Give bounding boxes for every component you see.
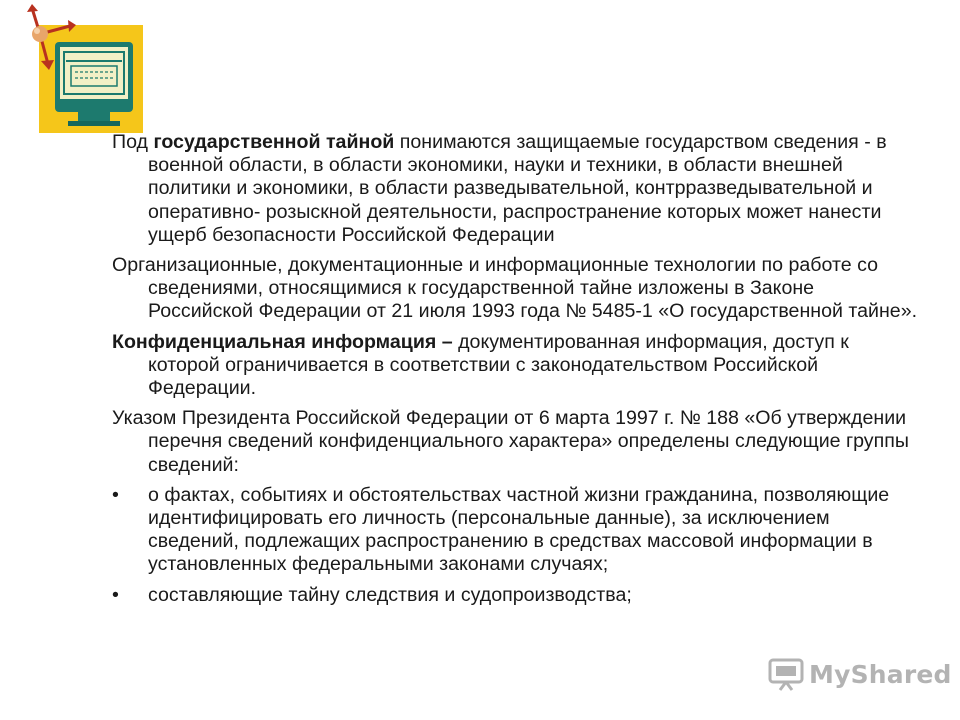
term-confidential-info: Конфиденциальная информация – bbox=[112, 330, 459, 353]
watermark-text: MyShared bbox=[809, 659, 952, 689]
bullet-text: составляющие тайну следствия и судопроизводства; bbox=[148, 583, 632, 606]
bullet-text: о фактах, событиях и обстоятельствах частной жизни гражданина, позволяющие идентифицировать его личность (персональные данные), за исключением сведений, подлежащих распространению в средствах массовой информации в установленных федеральными законами случаях; bbox=[148, 483, 890, 576]
term-state-secret: государственной тайной bbox=[153, 131, 395, 153]
paragraph-state-secret bbox=[112, 131, 918, 247]
list-item bbox=[112, 484, 918, 577]
paragraph-decree: Указом Президента Российской Федерации от 6 марта 1997 г. № 188 «Об утверждении перечня сведений конфиденциального характера» определены следующие группы сведений: bbox=[112, 407, 909, 476]
watermark bbox=[768, 654, 952, 694]
paragraph-definition: документированная информация, доступ к которой ограничивается в соответствии с законодательством Российской Федерации. bbox=[148, 330, 849, 400]
list-item bbox=[112, 584, 918, 607]
slide-body bbox=[112, 131, 918, 614]
monitor-with-arrows-icon bbox=[18, 4, 148, 134]
paragraph-definition: понимаются защищаемые государством сведения - в военной области, в области экономики, науки и техники, в области внешней политики и экономики, в области разведывательной, контрразведывательной и оперативно- розыскной деятельности, распространение которых может нанести ущерб безопасности Российской Федерации bbox=[148, 131, 887, 246]
paragraph-prefix: Под bbox=[112, 131, 154, 153]
paragraph-technologies: Организационные, документационные и информационные технологии по работе со сведениями, относящимися к государственной тайне изложены в Законе Российской Федерации от 21 июля 1993 года № 5485-1 «О государственной тайне». bbox=[112, 254, 918, 323]
paragraph-confidential bbox=[112, 331, 918, 401]
presentation-screen-icon bbox=[768, 656, 804, 692]
bullet-marker: • bbox=[112, 583, 119, 606]
bullet-marker: • bbox=[112, 483, 119, 506]
